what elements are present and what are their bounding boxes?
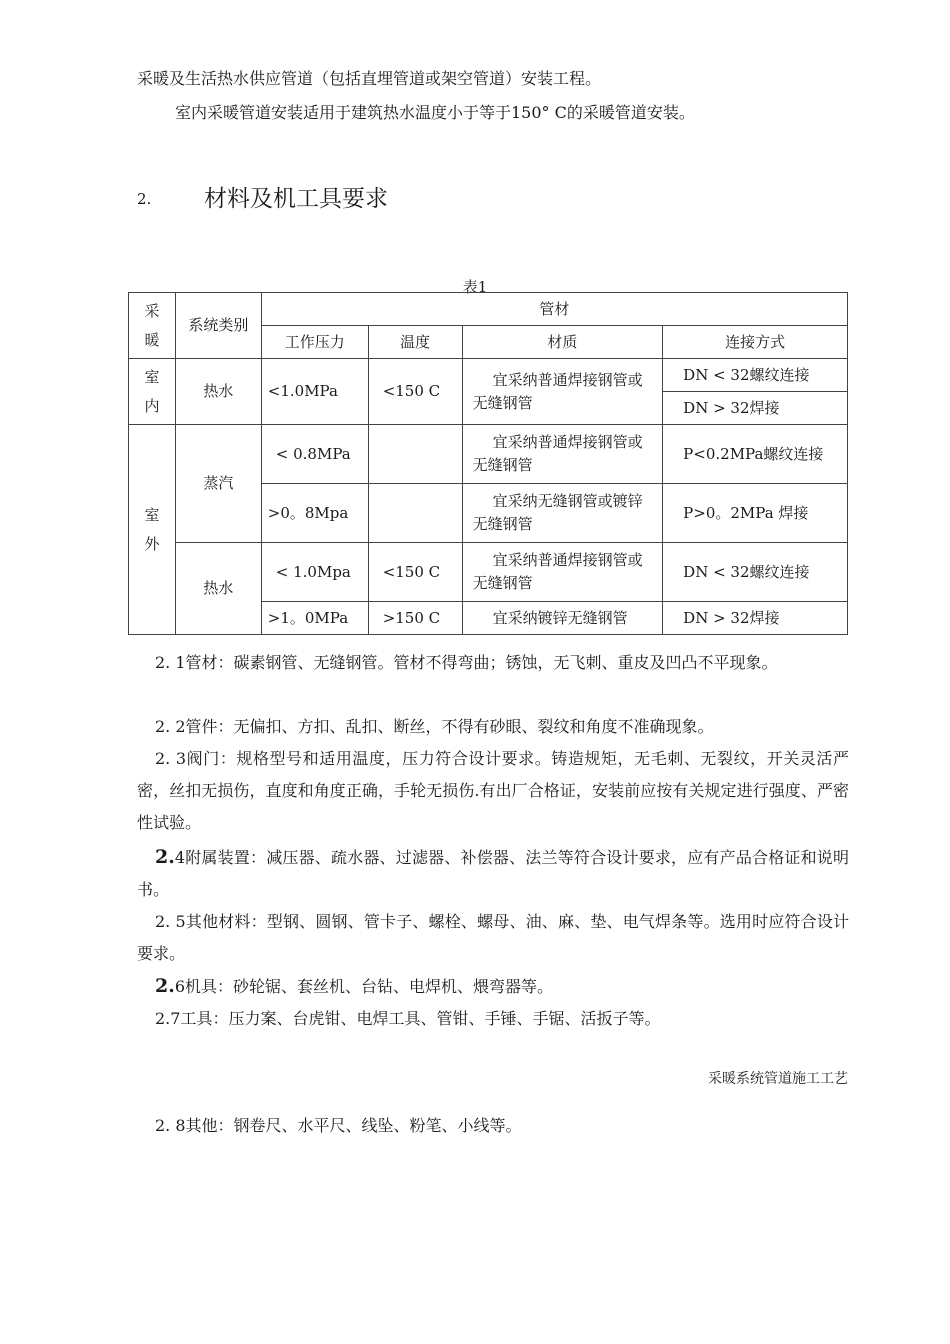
table-row bbox=[129, 359, 848, 392]
intro-line-1: 采暖及生活热水供应管道（包括直埋管道或架空管道）安装工程。 bbox=[137, 69, 602, 88]
indoor-material-a: 宜采纳普通焊接钢管或 bbox=[492, 370, 643, 389]
item-2-5-number: 2. 5 bbox=[155, 912, 186, 931]
steam-r2-temperature bbox=[368, 484, 462, 543]
system-type-header: 系统类别 bbox=[175, 293, 261, 359]
item-2-8-text: 其他：钢卷尺、水平尺、线坠、粉笔、小线等。 bbox=[185, 1116, 522, 1135]
item-2-4-number-2: 4 bbox=[174, 848, 186, 867]
pressure-header: 工作压力 bbox=[261, 326, 368, 359]
water-r1-material-b: 无缝钢管 bbox=[472, 574, 533, 592]
outdoor-steam-system: 蒸汽 bbox=[175, 425, 261, 543]
item-2-2-text: 管件：无偏扣、方扣、乱扣、断丝，不得有砂眼、裂纹和角度不准确现象。 bbox=[185, 717, 714, 736]
item-2-4-number: 2. bbox=[155, 846, 175, 868]
water-r2-conn: DN > 32焊接 bbox=[663, 602, 848, 635]
heating-header-cell bbox=[129, 293, 176, 359]
water-r1-temperature: <150 C bbox=[368, 543, 462, 602]
outdoor-label bbox=[129, 425, 176, 635]
steam-r2-material bbox=[462, 484, 663, 543]
water-r1-pressure: < 1.0Mpa bbox=[261, 543, 368, 602]
pipe-material-table bbox=[128, 292, 848, 635]
item-2-8 bbox=[137, 1110, 849, 1142]
steam-r1-conn: P<0.2MPa螺纹连接 bbox=[663, 425, 848, 484]
water-r2-material: 宜采纳镀锌无缝钢管 bbox=[462, 602, 663, 635]
section-title: 材料及机工具要求 bbox=[204, 186, 388, 212]
steam-r1-pressure: < 0.8MPa bbox=[261, 425, 368, 484]
steam-r2-material-b: 无缝钢管 bbox=[472, 515, 533, 533]
intro-line-2: 室内采暖管道安装适用于建筑热水温度小于等于150° C的采暖管道安装。 bbox=[175, 103, 695, 122]
steam-r1-material bbox=[462, 425, 663, 484]
steam-r2-material-a: 宜采纳无缝钢管或镀锌 bbox=[492, 492, 643, 510]
item-2-1-number: 2. 1 bbox=[155, 653, 186, 672]
item-2-3-number: 2. 3 bbox=[155, 749, 187, 768]
water-r1-material-a: 宜采纳普通焊接钢管或 bbox=[492, 551, 643, 569]
table-row bbox=[129, 543, 848, 602]
item-2-5 bbox=[137, 906, 849, 970]
indoor-label bbox=[129, 359, 176, 425]
outdoor-water-system: 热水 bbox=[175, 543, 261, 635]
item-2-8-number: 2. 8 bbox=[155, 1116, 186, 1135]
outdoor-label-b: 外 bbox=[144, 534, 160, 553]
item-2-4-text: 附属装置：减压器、疏水器、过滤器、补偿器、法兰等符合设计要求，应有产品合格证和说明书。 bbox=[137, 848, 849, 899]
running-footer: 采暖系统管道施工工艺 bbox=[708, 1071, 848, 1087]
item-2-2-number: 2. 2 bbox=[155, 717, 186, 736]
indoor-conn-1: DN < 32螺纹连接 bbox=[663, 359, 848, 392]
water-r2-temperature: >150 C bbox=[368, 602, 462, 635]
indoor-material bbox=[462, 359, 663, 425]
item-2-6-number: 2. bbox=[155, 975, 175, 997]
table-caption: 表1 bbox=[462, 278, 488, 296]
table-header-row-1 bbox=[129, 293, 848, 326]
item-2-2 bbox=[137, 711, 849, 743]
steam-r1-temperature bbox=[368, 425, 462, 484]
item-2-1 bbox=[137, 647, 849, 679]
item-2-6-number-2: 6 bbox=[174, 977, 186, 996]
indoor-conn-2: DN > 32焊接 bbox=[663, 392, 848, 425]
item-2-7-text: 2.7工具：压力案、台虎钳、电焊工具、管钳、手锤、手锯、活扳子等。 bbox=[155, 1009, 661, 1028]
water-r1-material bbox=[462, 543, 663, 602]
item-2-6 bbox=[137, 970, 849, 1003]
outdoor-label-a: 室 bbox=[144, 505, 160, 524]
item-2-6-text: 机具：砂轮锯、套丝机、台钻、电焊机、煨弯器等。 bbox=[185, 977, 554, 996]
steam-r2-conn: P>0。2MPa 焊接 bbox=[663, 484, 848, 543]
item-2-3-text: 阀门：规格型号和适用温度，压力符合设计要求。铸造规矩，无毛刺、无裂纹，开关灵活严密，丝扣无损伤，直度和角度正确，手轮无损伤.有出厂合格证，安装前应按有关规定进行强度、严密性试验。 bbox=[137, 749, 849, 832]
indoor-label-a: 室 bbox=[144, 367, 160, 386]
item-2-7 bbox=[137, 1003, 849, 1035]
material-header: 材质 bbox=[462, 326, 663, 359]
pipe-header: 管材 bbox=[261, 293, 847, 326]
item-2-4 bbox=[137, 841, 849, 906]
steam-r2-pressure: >0。8Mpa bbox=[261, 484, 368, 543]
temperature-header: 温度 bbox=[368, 326, 462, 359]
water-r2-pressure: >1。0MPa bbox=[261, 602, 368, 635]
indoor-label-b: 内 bbox=[144, 396, 160, 415]
item-2-1-text: 管材：碳素钢管、无缝钢管。管材不得弯曲；锈蚀，无飞刺、重皮及凹凸不平现象。 bbox=[185, 653, 778, 672]
steam-r1-material-a: 宜采纳普通焊接钢管或 bbox=[492, 433, 643, 451]
connection-header: 连接方式 bbox=[663, 326, 848, 359]
heating-header-b: 暖 bbox=[144, 330, 160, 349]
item-2-3 bbox=[137, 743, 849, 839]
heating-header-a: 采 bbox=[144, 301, 160, 320]
item-2-5-text: 其他材料：型钢、圆钢、管卡子、螺栓、螺母、油、麻、垫、电气焊条等。选用时应符合设计要求。 bbox=[137, 912, 849, 963]
indoor-pressure: <1.0MPa bbox=[261, 359, 368, 425]
table-row bbox=[129, 425, 848, 484]
indoor-material-b: 无缝钢管 bbox=[472, 393, 533, 412]
indoor-temperature: <150 C bbox=[368, 359, 462, 425]
water-r1-conn: DN < 32螺纹连接 bbox=[663, 543, 848, 602]
indoor-system: 热水 bbox=[175, 359, 261, 425]
steam-r1-material-b: 无缝钢管 bbox=[472, 456, 533, 474]
section-number: 2. bbox=[137, 190, 152, 208]
